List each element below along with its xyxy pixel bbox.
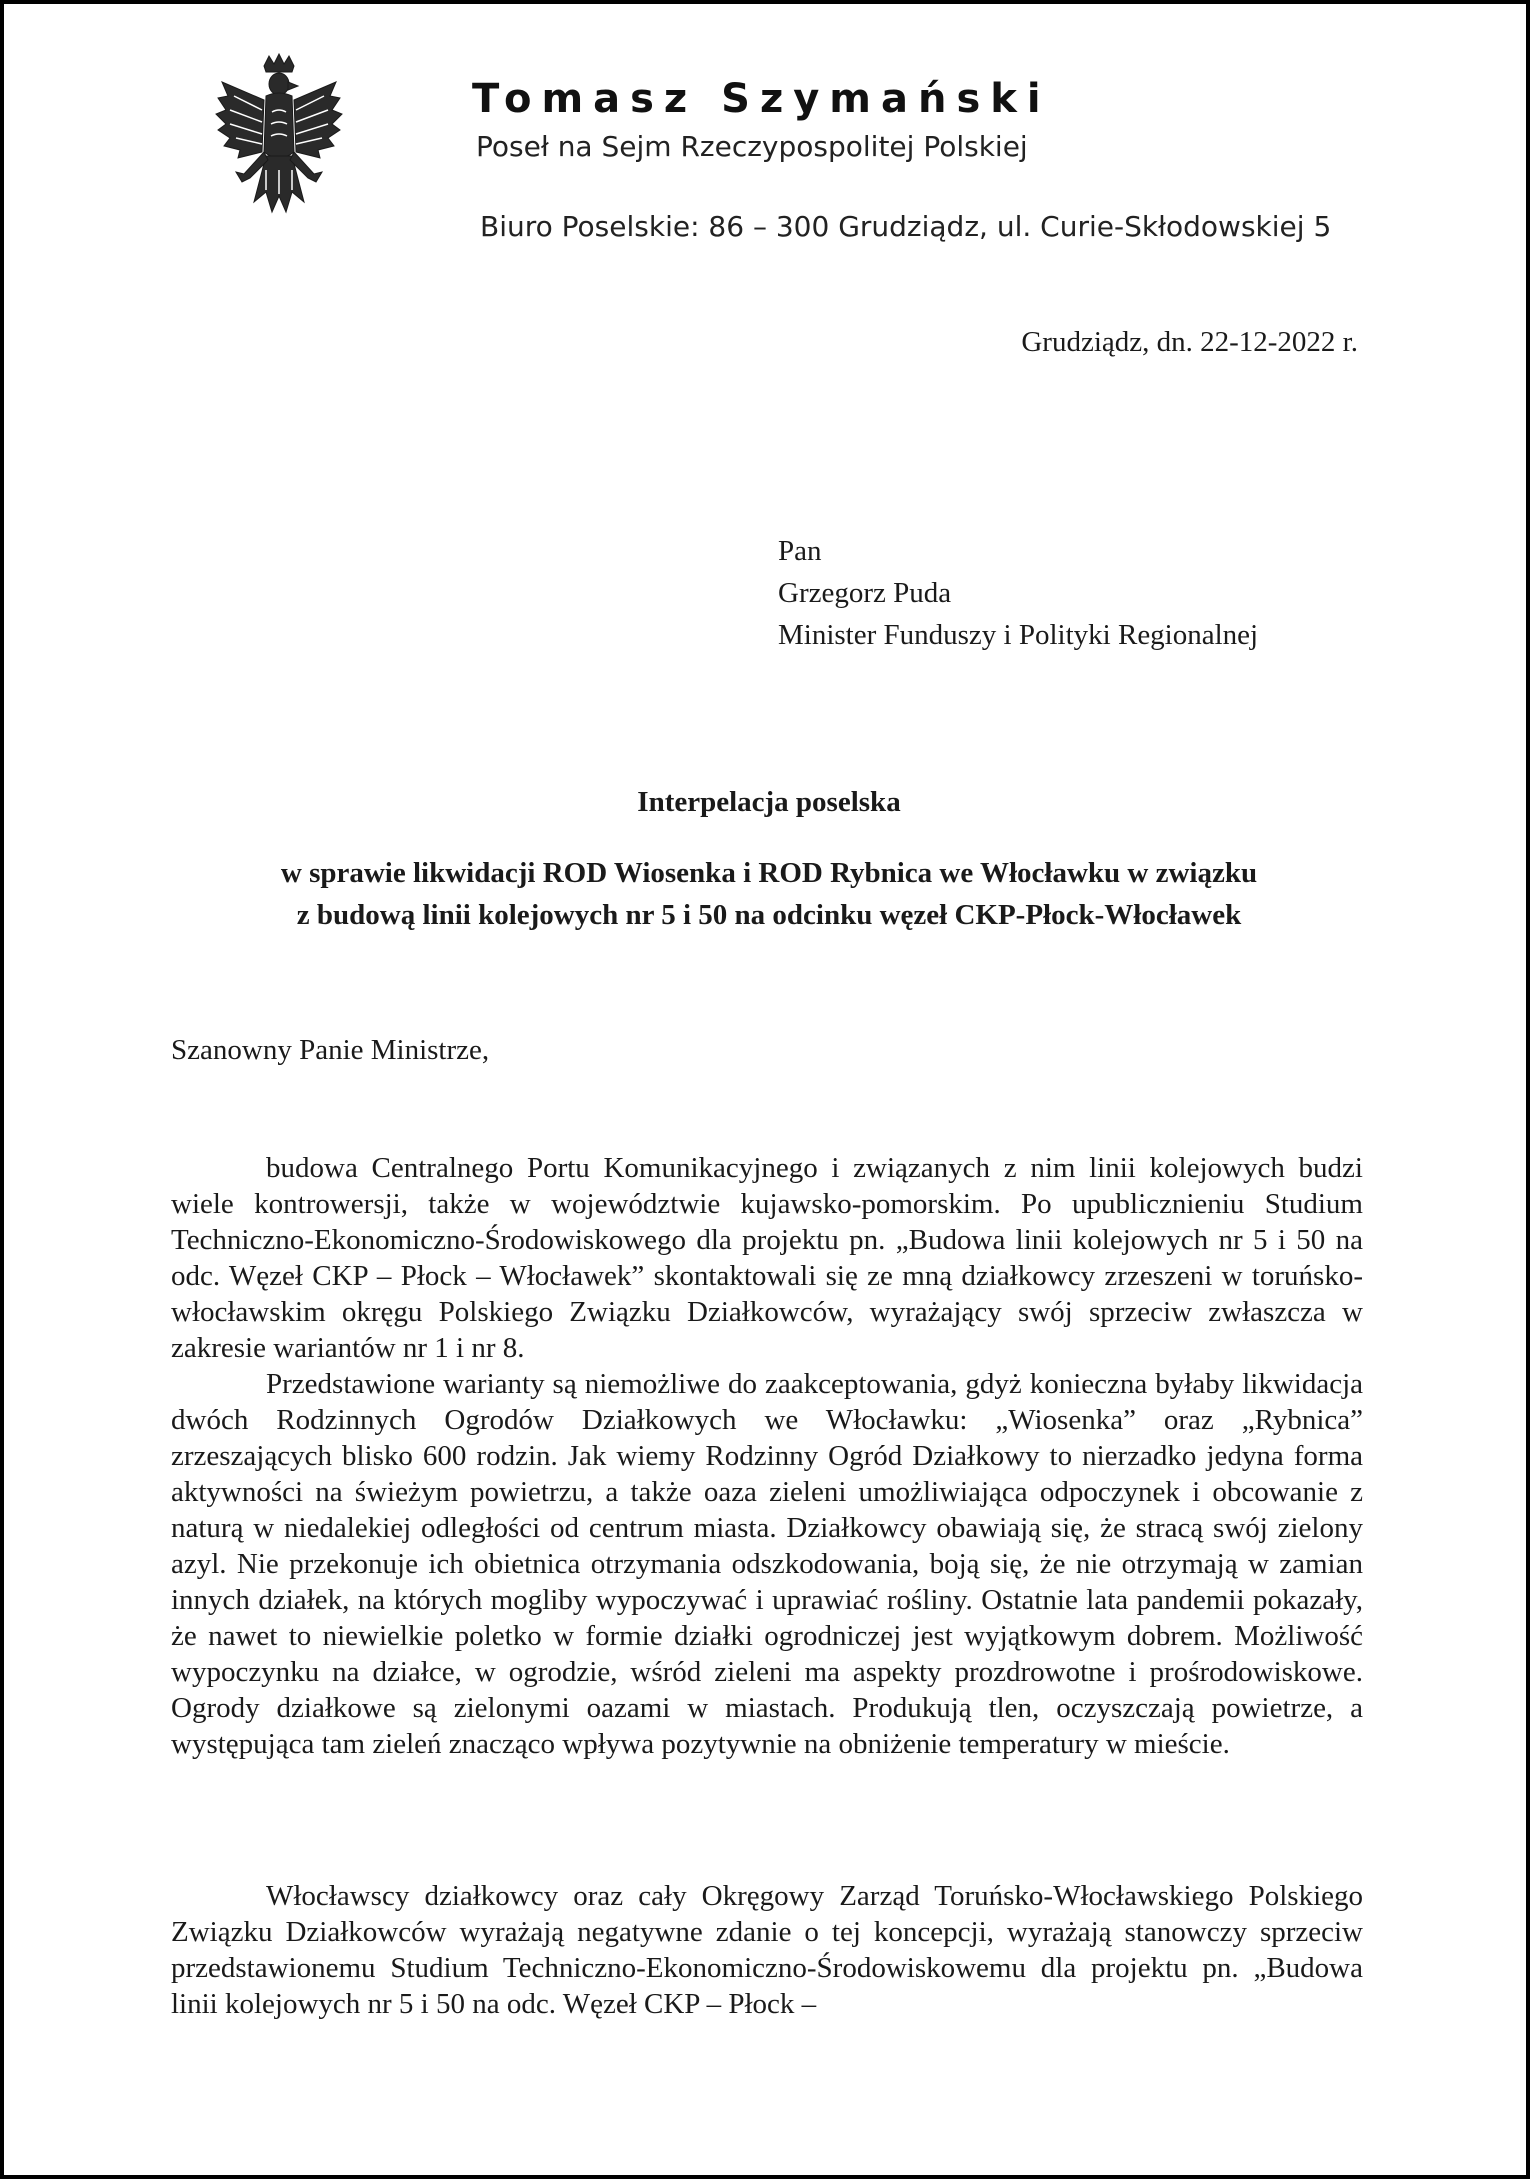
greeting: Szanowny Panie Ministrze,: [171, 1034, 490, 1066]
recipient-position: Minister Funduszy i Polityki Regionalnej: [778, 619, 1259, 651]
polish-eagle-emblem-icon: [214, 52, 344, 232]
subject-line-2: z budową linii kolejowych nr 5 i 50 na odcinku węzeł CKP-Płock-Włocławek: [296, 899, 1242, 931]
recipient-block: [778, 530, 1258, 656]
office-address: Biuro Poselskie: 86 – 300 Grudziądz, ul. Curie-Skłodowskiej 5: [480, 210, 1332, 243]
document-title: Interpelacja poselska: [637, 786, 901, 818]
body-paragraph: budowa Centralnego Portu Komunikacyjnego i związanych z nim linii kolejowych budzi wiele kontrowersji, także w województwie kujawsko-pomorskim. Po upublicznieniu Studium Techniczno-Ekonomiczno-Środowiskowego dla projektu pn. „Budowa linii kolejowych nr 5 i 50 na odc. Węzeł CKP – Płock – Włocławek” skontaktowali się ze mną działkowcy zrzeszeni w toruńsko-włocławskim okręgu Polskiego Związku Działkowców, wyrażający swój sprzeciw zwłaszcza w zakresie wariantów nr 1 i nr 8.: [171, 1152, 1363, 1364]
body-paragraph: Przedstawione warianty są niemożliwe do zaakceptowania, gdyż konieczna byłaby likwidacja dwóch Rodzinnych Ogrodów Działkowych we Włocławku: „Wiosenka” oraz „Rybnica” zrzeszających blisko 600 rodzin. Jak wiemy Rodzinny Ogród Działkowy to nierzadko jedyna forma aktywności na świeżym powietrzu, a także oaza zieleni umożliwiająca odpoczynek i obcowanie z naturą w niedalekiej odległości od centrum miasta. Działkowcy obawiają się, że stracą swój zielony azyl. Nie przekonuje ich obietnica otrzymania odszkodowania, boją się, że nie otrzymają w zamian innych działek, na których mogliby wypoczywać i uprawiać rośliny. Ostatnie lata pandemii pokazały, że nawet to niewielkie poletko w formie działki ogrodniczej jest wyjątkowym dobrem. Możliwość wypoczynku na działce, w ogrodzie, wśród zieleni ma aspekty prozdrowotne i prośrodowiskowe. Ogrody działkowe są zielonymi oazami w miastach. Produkują tlen, oczyszczają powietrze, a występująca tam zieleń znacząco wpływa pozytywnie na obniżenie temperatury w mieście.: [171, 1368, 1363, 1760]
mp-title: Poseł na Sejm Rzeczypospolitej Polskiej: [476, 130, 1028, 163]
recipient-salutation: Pan: [778, 535, 822, 567]
document-subject: [4, 852, 1530, 936]
letter-date: Grudziądz, dn. 22-12-2022 r.: [1021, 326, 1358, 358]
body-paragraph: Włocławscy działkowcy oraz cały Okręgowy Zarząd Toruńsko-Włocławskiego Polskiego Związku Działkowców wyrażają negatywne zdanie o tej koncepcji, wyrażają stanowczy sprzeciw przedstawionemu Studium Techniczno-Ekonomiczno-Środowiskowemu dla projektu pn. „Budowa linii kolejowych nr 5 i 50 na odc. Węzeł CKP – Płock –: [171, 1880, 1363, 2020]
subject-line-1: w sprawie likwidacji ROD Wiosenka i ROD Rybnica we Włocławku w związku: [280, 857, 1258, 889]
mp-name: Tomasz Szymański: [472, 76, 1051, 122]
recipient-name: Grzegorz Puda: [778, 577, 952, 609]
